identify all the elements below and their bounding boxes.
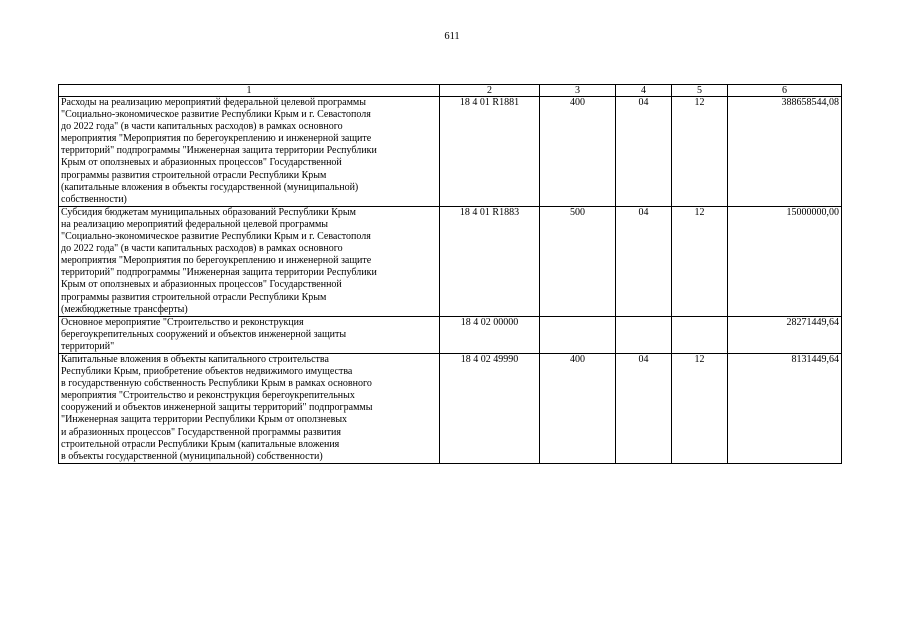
header-col-2: 2 [440, 85, 540, 97]
description-line: "Инженерная защита территории Республики Крым от оползневых [61, 414, 348, 426]
description-line: "Социально-экономическое развитие Республики Крым и г. Севастополя [61, 231, 371, 243]
description-line: Субсидия бюджетам муниципальных образований Республики Крым [61, 206, 356, 218]
description-line: до 2022 года" (в части капитальных расходов) в рамках основного [61, 243, 343, 255]
header-col-6: 6 [728, 85, 842, 97]
description-line: Крым от оползневых и абразионных процессов" Государственной [61, 279, 342, 291]
row-code: 18 4 01 R1881 [440, 97, 540, 207]
description-line: собственности) [61, 193, 127, 205]
table-row [59, 97, 842, 207]
description-line: в объекты государственной (муниципальной) собственности) [61, 450, 323, 462]
description-line: программы развития строительной отрасли Республики Крым [61, 169, 327, 181]
description-line: на реализацию мероприятий федеральной целевой программы [61, 218, 329, 230]
header-row [59, 85, 842, 97]
description-line: Капитальные вложения в объекты капитального строительства [61, 353, 329, 365]
row-amount: 15000000,00 [728, 206, 842, 316]
description-line: программы развития строительной отрасли Республики Крым [61, 291, 327, 303]
row-amount: 8131449,64 [728, 353, 842, 463]
row-subsection [672, 316, 728, 353]
row-expense-type: 500 [540, 206, 616, 316]
row-section [616, 316, 672, 353]
row-section: 04 [616, 206, 672, 316]
description-line: Основное мероприятие "Строительство и реконструкция [61, 316, 304, 328]
description-line: мероприятия "Мероприятия по берегоукреплению и инженерной защите [61, 255, 372, 267]
row-subsection: 12 [672, 206, 728, 316]
description-line: Крым от оползневых и абразионных процессов" Государственной [61, 157, 342, 169]
row-description [59, 97, 440, 207]
row-expense-type [540, 316, 616, 353]
table-row [59, 353, 842, 463]
description-line: мероприятия "Строительство и реконструкция берегоукрепительных [61, 390, 355, 402]
row-section: 04 [616, 353, 672, 463]
description-line: сооружений и объектов инженерной защиты территорий" подпрограммы [61, 402, 373, 414]
description-line: (капитальные вложения в объекты государственной (муниципальной) [61, 181, 359, 193]
description-line: в государственную собственность Республики Крым в рамках основного [61, 378, 372, 390]
row-amount: 388658544,08 [728, 97, 842, 207]
header-col-3: 3 [540, 85, 616, 97]
row-code: 18 4 02 49990 [440, 353, 540, 463]
description-line: (межбюджетные трансферты) [61, 303, 188, 315]
header-col-4: 4 [616, 85, 672, 97]
row-subsection: 12 [672, 353, 728, 463]
row-expense-type: 400 [540, 97, 616, 207]
description-line: мероприятия "Мероприятия по берегоукреплению и инженерной защите [61, 133, 372, 145]
description-line: берегоукрепительных сооружений и объектов инженерной защиты [61, 328, 347, 340]
description-line: территорий" [61, 340, 115, 352]
description-line: территорий" подпрограммы "Инженерная защита территории Республики [61, 145, 377, 157]
table-row [59, 316, 842, 353]
description-line: территорий" подпрограммы "Инженерная защита территории Республики [61, 267, 377, 279]
budget-table [58, 84, 842, 464]
row-code: 18 4 02 00000 [440, 316, 540, 353]
description-line: и абразионных процессов" Государственной программы развития [61, 426, 341, 438]
description-line: строительной отрасли Республики Крым (капитальные вложения [61, 438, 340, 450]
description-line: до 2022 года" (в части капитальных расходов) в рамках основного [61, 121, 343, 133]
row-expense-type: 400 [540, 353, 616, 463]
row-description [59, 206, 440, 316]
header-col-5: 5 [672, 85, 728, 97]
description-line: "Социально-экономическое развитие Республики Крым и г. Севастополя [61, 109, 371, 121]
row-description [59, 353, 440, 463]
description-line: Расходы на реализацию мероприятий федеральной целевой программы [61, 97, 366, 108]
row-amount: 28271449,64 [728, 316, 842, 353]
header-col-1: 1 [59, 85, 440, 97]
row-section: 04 [616, 97, 672, 207]
row-code: 18 4 01 R1883 [440, 206, 540, 316]
description-line: Республики Крым, приобретение объектов недвижимого имущества [61, 366, 353, 378]
page-number: 611 [444, 31, 460, 42]
row-subsection: 12 [672, 97, 728, 207]
table-row [59, 206, 842, 316]
row-description [59, 316, 440, 353]
